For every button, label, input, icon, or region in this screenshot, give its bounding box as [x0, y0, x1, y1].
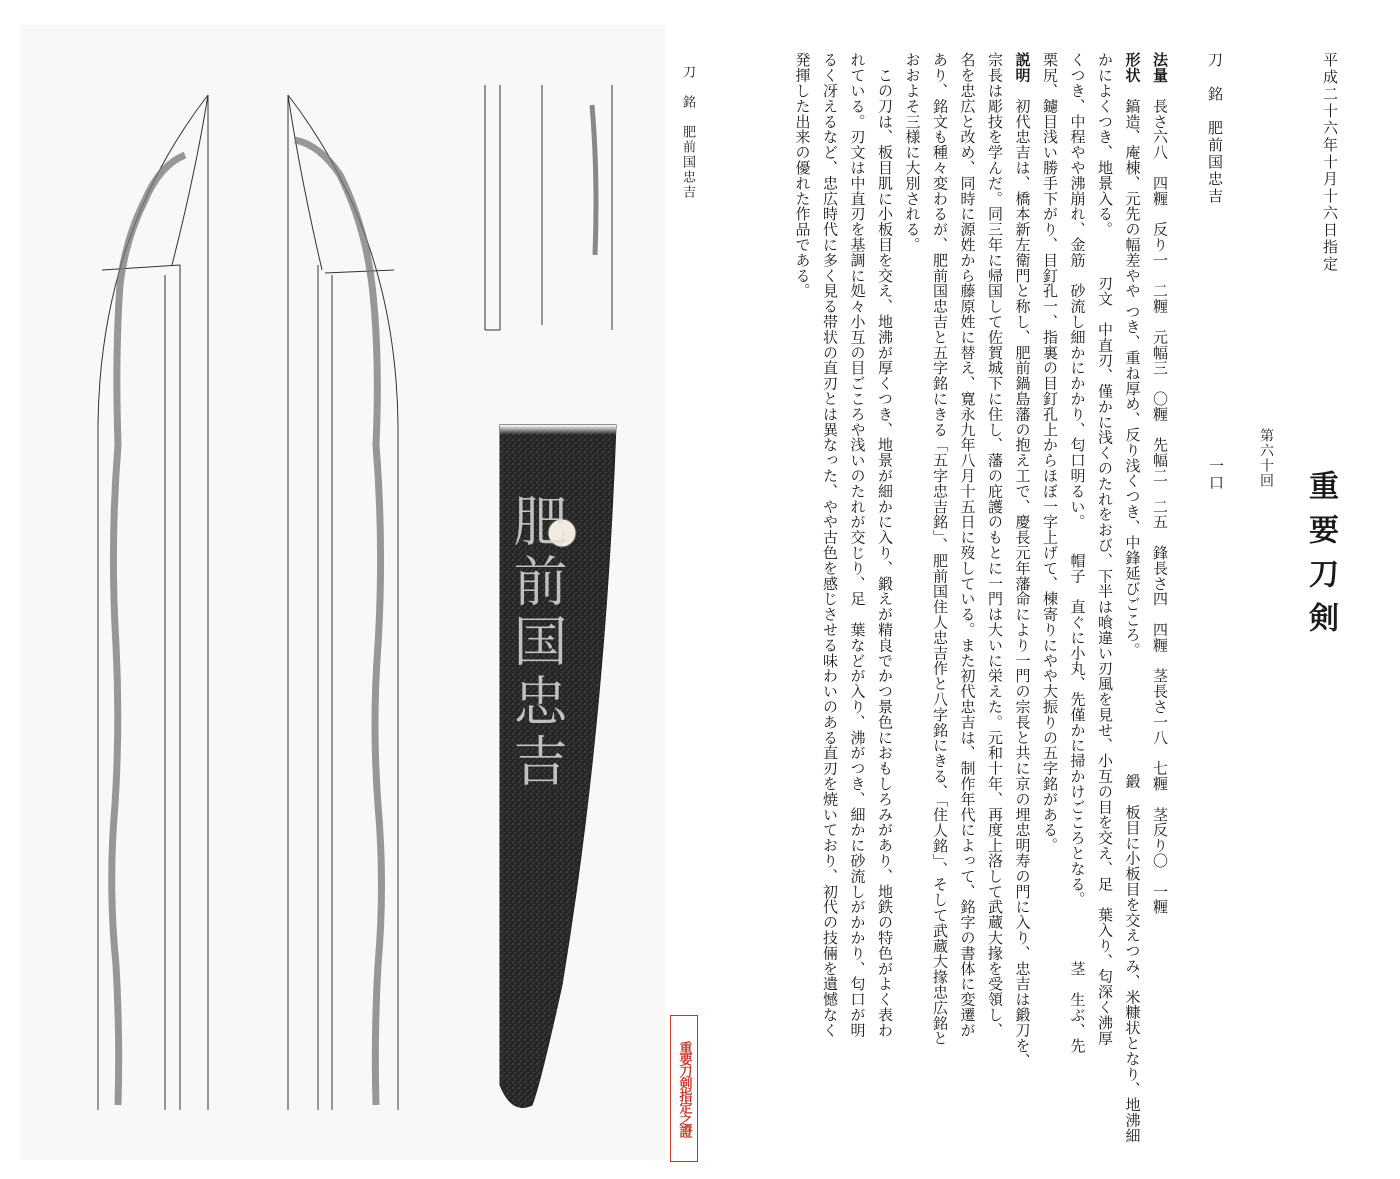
hamon-ura — [295, 140, 382, 1105]
hamon-omote — [112, 155, 185, 1105]
item-count: 一口 — [1207, 458, 1225, 492]
entry-name: 刀 銘 肥前国忠吉 — [1206, 52, 1224, 205]
text-line: おおよそ三様に大別される。 — [903, 52, 922, 253]
plate-caption-name: 銘 肥前国忠吉 — [680, 95, 695, 200]
text-line: この刀は、板目肌に小板目を交え、地沸が厚くつき、地景が細かに入り、鍛えが精良でかつ景色におもしろみがあり、地鉄の特色がよく表わ — [876, 52, 894, 1038]
page-title: 重要刀剣 — [1303, 470, 1338, 646]
text-line: 栗尻、鑢目浅い勝手下がり、目釘孔一、指裏の目釘孔上からほぼ一字上げて、棟寄りにやや大振りの五字銘がある。 — [1041, 52, 1059, 853]
text-line: あり、銘文も種々変わるが、肥前国忠吉と五字銘にきる「五字忠吉銘」、肥前国住人忠吉作と八字銘にきる、「住人銘」、そして武蔵大掾忠広銘と — [931, 52, 949, 1046]
description-body — [790, 52, 1173, 1162]
text-line: 発揮した出来の優れた作品である。 — [793, 52, 812, 299]
text-line: 形状 鎬造、庵棟、元先の幅差やや つき、重ね厚め、反り浅くつき、中鋒延びごころ。 鍛 板目に小板目を交えつみ、米糠状となり、地沸細 — [1123, 52, 1142, 1144]
text-line: 宗長は彫技を学んだ。同三年に帰国して佐賀城下に住し、藩の庇護のもとに一門は大いに栄えた。元和十年、再度上洛して武蔵大掾を受領し、 — [986, 52, 1004, 1038]
tang-signature: 肥前国忠吉 — [505, 493, 568, 793]
red-seal-stamp — [670, 1015, 698, 1162]
session-number: 第六十回 — [1258, 428, 1274, 488]
text-line: 説明 初代忠吉は、橋本新左衛門と称し、肥前鍋島藩の抱え工で、慶長元年藩命により一門の宗長と共に京の埋忠明寿の門に入り、忠吉は鍛刀を、 — [1013, 52, 1032, 1069]
tang-habaki-streak — [592, 105, 596, 255]
plate-caption-type: 刀 — [680, 65, 695, 78]
text-line: くつき、中程やや沸崩れ、金筋 砂流し細かにかかり、匂口明るい。 帽子 直ぐに小丸、先僅かに掃かけごころとなる。 茎 生ぶ、先 — [1068, 52, 1087, 1054]
text-line: るく冴えるなど、忠広時代に多く見る帯状の直刃とは異なった、やや古色を感じさせる味わいのある直刃を焼いており、初代の技倆を遺憾なく — [821, 52, 839, 1038]
text-line: かによくつき、地景入る。 刃文 中直刃、僅かに浅くのたれをおび、下半は喰違い刃風を見せ、小互の目を交え、足 葉入り、匂深く沸厚 — [1096, 52, 1114, 1046]
designation-date: 平成二十六年十月十六日指定 — [1321, 52, 1339, 273]
stamp-text: 重要刀剣指定之證 — [676, 1040, 692, 1137]
text-line: 名を忠広と改め、同時に源姓から藤原姓に替え、寛永九年八月十五日に歿している。また初代忠吉は、制作年代によって、銘字の書体に変遷が — [958, 52, 977, 1038]
text-line: れている。刃文は中直刃を基調に処々小互の目ごころや浅いのたれが交じり、足 葉などが入り、沸がつき、細かに砂流しがかかり、匂口が明 — [848, 52, 867, 1038]
oshigata-plate — [20, 25, 665, 1160]
text-line: 法量 長さ六八 四糎 反り一 二糎 元幅三 〇糎 先幅二 二五 鋒長さ四 四糎 茎長さ一八 七糎 茎反り〇 一糎 — [1151, 52, 1169, 915]
